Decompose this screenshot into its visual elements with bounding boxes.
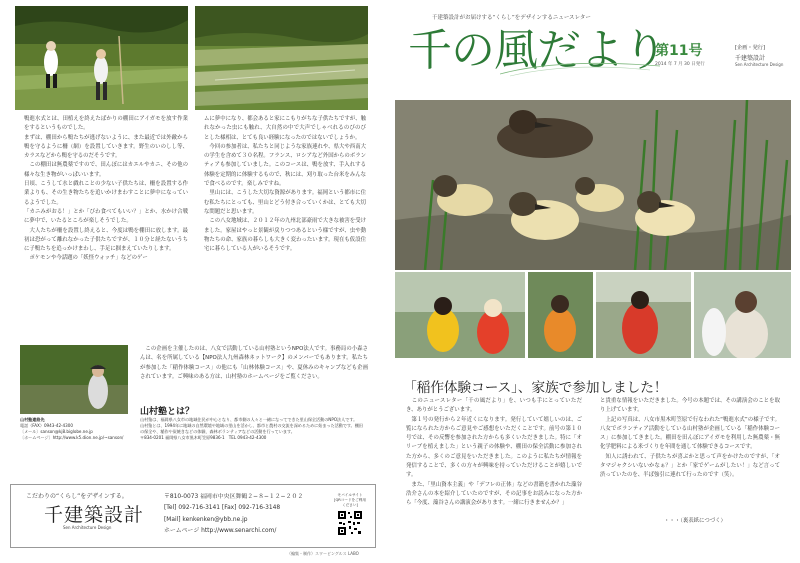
office-address: 〒810-0073 福岡市中央区舞鶴２−８−１２−２０２ [Tel] 092-716-3141 [Fax] 092-716-3148 [Mail] kenkenken@ybb.ne.jp ホームページ http://www.senarchi.com/ xyxy=(164,494,304,534)
office-logo-en: Sen Architecture Design xyxy=(63,525,112,530)
qr-code-icon[interactable] xyxy=(337,510,363,536)
photo-terraced-fields xyxy=(195,6,368,110)
photo-child-red-jacket xyxy=(596,272,691,358)
footer-credit: （編集・制作）スワーピングルス LABO xyxy=(287,551,359,556)
photo-child-yellow-raincoat xyxy=(395,272,525,358)
article-headline: 「稲作体験コース」、家族で参加しました！ xyxy=(403,380,668,396)
office-tagline: こだわりの“くらし”をデザインする。 xyxy=(26,493,128,500)
yamamura-title: 山村塾とは？ xyxy=(140,407,195,417)
photo-profile-person xyxy=(20,345,128,414)
right-col2-text: と貴重な情報をいただきました。今号の本題では、その講演会のことを取り上げています。 上記の写真は、八女市黒木町笠原で行なわれた“鴨進水式”の様子です。八女でボランティア活動をしている山村塾が企画している「稲作体験コース」に参加してきました。棚田を田んぼにアイガモを利用した無農薬・無化学肥料による米づくりを年間を通して体験できるコースです。 知人に誘われて、子供たちが喜ぶかと思って声をかけたのですが、「オタマジャクシいないかなぁ？」とか「家でゲームがしたい！」など言って渋っていたのを、半ば強引に連れて行ったのです（笑）。 xyxy=(600,398,780,479)
contact-label: 山村塾連絡先 xyxy=(20,417,45,422)
photo-children-in-paddy xyxy=(15,6,188,110)
yamamura-text: 山村塾は、福岡県八女市の地域住民が中心となり、都市側の人々と一緒になってできた里山保全活動のNPO法人です。 山村塾とは、1994年に地域の自然環境や地域の里山を活かし、都市と農村の交流を深めるために始まった活動です。棚田の保全や、稲作や炭焼きなどの体験、森林ボランティアなどの活動を行っています。 〒834-0201 福岡県八女市黒木町笠原9836-1 TEL 0943-42-4300 xyxy=(140,417,363,440)
issue-date: 2014 年 7 月 30 日発行 xyxy=(655,62,705,67)
contact-text: 電話（FAX）0943-42-4300 〔メール〕sanson@kj8.biglobe.ne.jp 〔ホームページ〕http://www.k5.dion.ne.jp/~sanson/ xyxy=(20,423,124,440)
photo-woman-with-duck xyxy=(694,272,791,358)
publisher-name-en: Sen Architecture Design xyxy=(735,62,784,67)
left-col1-text: 鴨進水式とは、田植えを終えたばかりの棚田にアイガモを放す作業をするというものでした。 まずは、棚田から鴨たちが逃げないように、また最近では外敵から鴨を守るように柵（網）を設置していきます。野生のいのしし等、カラスなどから鴨を守るのだそうです。 この棚田は無農薬ですので、田んぼにはカエルやカニ、その他の様々な生き物がいっぱいいます。 日頃、こうして水と戯れことの少ない子供たちは、柵を設置する作業よりも、その生き物たちを追いかけまわすことに夢中になっているようでした。 「カニみがおる！」とか「びわ食べてもいい？」とか、水かけ合戦に夢中で、いたるところが楽しそうでした。 大人たちが柵を設置し終えると、今度は鴨を棚田に放します。最初は恐がって離れなかった子供たちですが、１０分と経たないうちに子鴨たちを追っかけまわし、手足に掴まえていたりします。 ポケモンや今話題の「妖怪ウォッチ」などのゲー xyxy=(24,116,188,262)
publisher-name: 千建築設計 xyxy=(735,55,766,62)
wind-swoosh-icon xyxy=(500,56,660,78)
publisher-role: [企画・発行] xyxy=(735,45,765,51)
masthead-title: 千の風だより xyxy=(408,25,666,76)
right-col1-text: このニュースレター「千の風だより」を、いつも手にとっていただき、ありがとうございます。 第１号の発行から２年近くになります。発行していて嬉しいのは、ご覧になられた方からご意見やご感想をいただくことです。前号の第１０号では、その反響を参加された方からも多くいただきました。特に「オリーブを植えました」という親子の体験や、棚田の保全活動に参加された方から、多くのご意見をいただきました。このように私たちが情報を発信することで、多くの方々が興味を持っていただけることが嬉しいです。 また、「里山資本主義」や「デフレの正体」などの書籍を書かれた藻谷浩介さんの本を紹介していたのですが、その記事をお読みになった方から「今度、藻谷さんの講演会があります。一緒に行きませんか？」 xyxy=(406,398,582,507)
photo-child-orange-shirt xyxy=(528,272,593,358)
continue-note: ・・・（裏表紙につづく） xyxy=(664,518,726,524)
office-logo: 千建築設計 xyxy=(44,504,145,526)
qr-label: モバイルサイト [QRコードをご利用ください] xyxy=(334,493,366,507)
masthead-tagline: 千建築設計がお届けする“くらし”をデザインするニュースレター xyxy=(432,15,591,21)
issue-number: 第11号 xyxy=(655,43,703,59)
left-col2-text: ムに夢中になり、都会あると家にこもりがちな子供たちですが、触れなかった虫にも触れ、大自然の中で大声でしゃべれるのびのびとした様相は、とても良い経験になったのではないでしょうか。 今回の参加者は、私たちと同じような家族連れや、県大や西南大の学生を含めて３０名程。フランス、ロシアなど外国からのボランティアも参加していました。このコースは、鴨を放す、手入れする体験を定期的に体験するもので、秋には、刈り取った台米をみんなで食べるのです。楽しみですね。 里山には、こうした大切な資源があります。福岡という都市に住む私たちにとっても、里山とどう付き合っていくかは、とても大切な問題だと思います。 この八女地域は、２０１２年の九州北部豪雨で大きな被害を受けました。家屋はやっと景観が戻りつつあるという様ですが、虫や動物たちの命、家族の暮らしも大きく変わったいます。現在も仮設住宅に暮らしている人がいるそうです。 xyxy=(204,116,366,253)
profile-text: この企画を主催したのは、八女で活動している山村塾というNPO法人です。事務局の小森さんは、名を所属している【NPO法人九州森林ネットワーク】のメンバーでもあります。私たちが参加した「稲作体験コース」の他にも「山林体験コース」や、夏休みのキャンプなども企画されています。ご興味のある方は、山村塾のホームページをご覧ください。 xyxy=(140,346,368,380)
photo-ducklings xyxy=(395,100,791,270)
